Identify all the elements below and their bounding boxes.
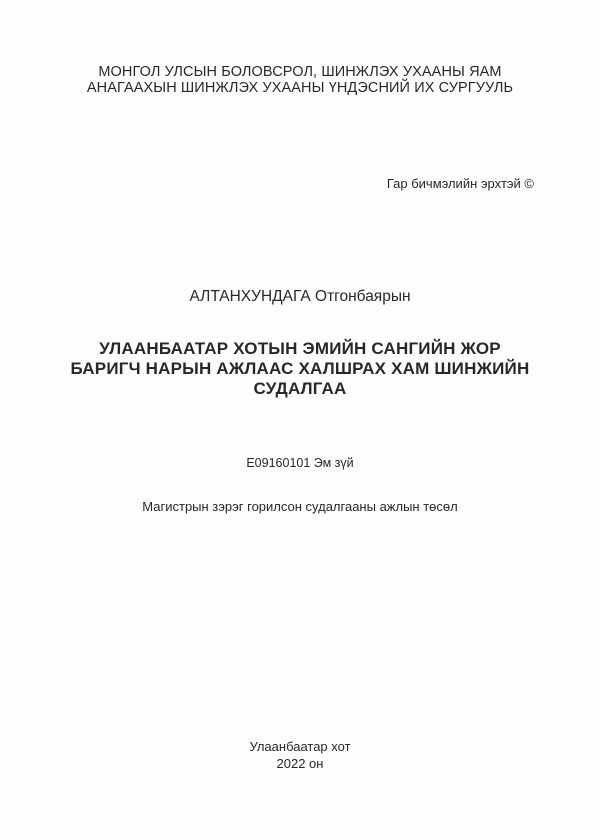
ministry-name: МОНГОЛ УЛСЫН БОЛОВСРОЛ, ШИНЖЛЭХ УХААНЫ ЯАМ: [98, 64, 502, 80]
thesis-title-line-3: СУДАЛГАА: [253, 379, 347, 398]
thesis-title-line-1: УЛААНБААТАР ХОТЫН ЭМИЙН САНГИЙН ЖОР: [99, 339, 501, 358]
program-code: Е09160101 Эм зүй: [246, 456, 354, 470]
footer: [0, 738, 600, 772]
institution-header: [0, 64, 600, 96]
thesis-title-line-2: БАРИГЧ НАРЫН АЖЛААС ХАЛШРАХ ХАМ ШИНЖИЙН: [70, 359, 530, 378]
university-name: АНАГААХЫН ШИНЖЛЭХ УХААНЫ ҮНДЭСНИЙ ИХ СУРГУУЛЬ: [86, 80, 514, 96]
degree-note: Магистрын зэрэг горилсон судалгааны ажлын төсөл: [142, 499, 458, 514]
author-name: АЛТАНХУНДАГА Отгонбаярын: [189, 288, 411, 305]
manuscript-copyright-notice: Гар бичмэлийн эрхтэй ©: [386, 176, 534, 191]
footer-city: Улаанбаатар хот: [249, 739, 351, 754]
footer-year: 2022 он: [276, 756, 324, 771]
thesis-title: [0, 339, 600, 399]
